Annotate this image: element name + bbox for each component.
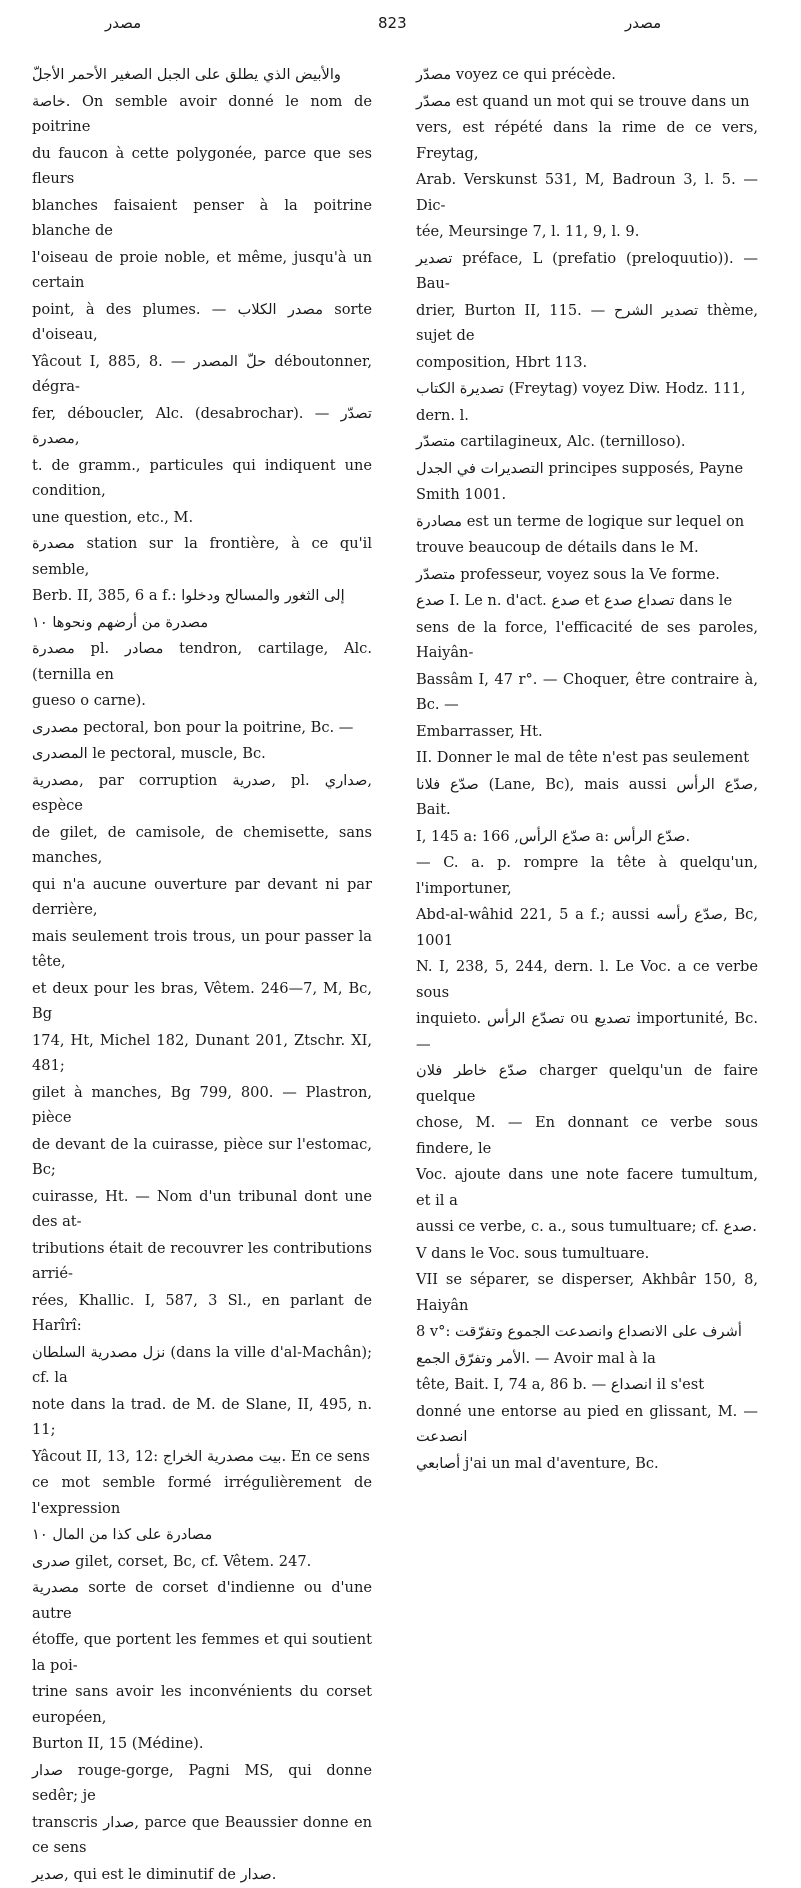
text-line: chose, M. — En donnant ce verbe sous findere, le (416, 1114, 758, 1157)
text-line: trine sans avoir les inconvénients du corset européen, (32, 1683, 372, 1726)
text-line: VII se séparer, se disperser, Akhbâr 150, 8, Haiyân (416, 1271, 758, 1314)
text-line: مصادرة est un terme de logique sur lequel on (416, 512, 745, 530)
text-line: مصدّر est quand un mot qui se trouve dans un (416, 92, 750, 110)
text-line: aussi ce verbe, c. a., sous tumultuare; cf. صدع. (416, 1218, 757, 1235)
text-line: mais seulement trois trous, un pour passer la tête, (32, 927, 372, 970)
text-line: مصدرة من أرضهم ونحوها ١٠ (32, 613, 209, 631)
text-line: تصدير préface, L (prefatio (preloquutio)). — Bau- (416, 249, 758, 292)
text-line: du faucon à cette polygonée, parce que ses fleurs (32, 144, 372, 187)
text-line: Abd-al-wâhid 221, 5 a f.; aussi صدّع رأسه, Bc, 1001 (416, 906, 758, 949)
text-line: صدع I. Le n. d'act. صدع et تصداع صدع dans le (416, 592, 733, 609)
text-line: صدير, qui est le diminutif de صدار. (32, 1865, 277, 1883)
text-line: fer, déboucler, Alc. (desabrochar). — تصدّر مصدرة, (32, 404, 372, 447)
text-line: مصدرى pectoral, bon pour la poitrine, Bc. — (32, 718, 354, 736)
text-line: أصابعي j'ai un mal d'aventure, Bc. (416, 1454, 659, 1472)
text-line: une question, etc., M. (32, 508, 194, 526)
text-line: متصدّر professeur, voyez sous la Ve forme. (416, 565, 720, 583)
right-column (416, 62, 758, 1477)
page-number: 823 (378, 14, 407, 32)
text-line: blanches faisaient penser à la poitrine blanche de (32, 196, 372, 239)
text-line: التصديرات في الجدل principes supposés, Payne (416, 459, 744, 477)
text-line: tête, Bait. I, 74 a, 86 b. — انصداع il s'est (416, 1376, 705, 1393)
text-line: Berb. II, 385, 6 a f.: إلى الثغور والمسالح ودخلوا (32, 587, 345, 604)
text-line: trouve beaucoup de détails dans le M. (416, 539, 699, 556)
header-right-word: مصدر (625, 14, 662, 32)
text-line: Bassâm I, 47 r°. — Choquer, être contraire à, Bc. — (416, 670, 758, 713)
text-line: Voc. ajoute dans une note facere tumultum, et il a (416, 1166, 758, 1209)
text-line: الأمر وتفرّق الجمع. — Avoir mal à la (416, 1349, 656, 1367)
text-line: نزل مصدرية السلطان (dans la ville d'al-Machân); cf. la (32, 1343, 372, 1386)
text-line: Yâcout I, 885, 8. — حلّ المصدر déboutonner, dégra- (32, 352, 372, 395)
running-header (0, 14, 801, 40)
text-line: sens de la force, l'efficacité de ses paroles, Haiyân- (416, 618, 758, 661)
text-line: N. I, 238, 5, 244, dern. l. Le Voc. a ce verbe sous (416, 958, 758, 1001)
text-line: مصدرة pl. مصادر tendron, cartilage, Alc. (ternilla en (32, 640, 372, 683)
text-line: gilet à manches, Bg 799, 800. — Plastron, pièce (32, 1083, 372, 1126)
text-line: II. Donner le mal de tête n'est pas seulement (416, 749, 750, 766)
text-line: drier, Burton II, 115. — تصدير الشرح thème, sujet de (416, 301, 758, 344)
text-line: tributions était de recouvrer les contributions arrié- (32, 1239, 372, 1282)
text-line: vers, est répété dans la rime de ce vers, Freytag, (416, 119, 758, 162)
text-line: note dans la trad. de M. de Slane, II, 495, n. 11; (32, 1395, 372, 1438)
text-line: de gilet, de camisole, de chemisette, sans manches, (32, 823, 372, 866)
text-line: inquieto. تصدّع الرأس ou تصديع importunité, Bc. — (416, 1010, 758, 1053)
left-column (32, 62, 372, 1888)
text-line: Burton II, 15 (Médine). (32, 1735, 204, 1752)
text-line: المصدرى le pectoral, muscle, Bc. (32, 745, 266, 762)
text-line: dern. l. (416, 406, 469, 424)
text-line: de devant de la cuirasse, pièce sur l'estomac, Bc; (32, 1135, 372, 1178)
text-line: مصدرة station sur la frontière, à ce qu'il semble, (32, 535, 372, 578)
text-line: point, à des plumes. — مصدر الكلاب sorte d'oiseau, (32, 300, 372, 343)
text-line: مصدرية sorte de corset d'indienne ou d'une autre (32, 1579, 372, 1622)
text-line: Embarrasser, Ht. (416, 722, 543, 740)
text-line: rées, Khallic. I, 587, 3 Sl., en parlant de Harîrî: (32, 1291, 372, 1334)
text-line: خاصة. On semble avoir donné le nom de poitrine (32, 92, 372, 135)
text-line: ce mot semble formé irrégulièrement de l'expression (32, 1474, 372, 1517)
text-line: l'oiseau de proie noble, et même, jusqu'à un certain (32, 248, 372, 291)
text-line: qui n'a aucune ouverture par devant ni par derrière, (32, 875, 372, 918)
text-line: مصادرة على كذا من المال ١٠ (32, 1526, 213, 1543)
text-line: مصدّر voyez ce qui précède. (416, 66, 616, 83)
text-line: صدرى gilet, corset, Bc, cf. Vêtem. 247. (32, 1552, 312, 1570)
text-line: متصدّر cartilagineux, Alc. (ternilloso). (416, 433, 686, 450)
text-line: 8 v°: أشرف على الانصداع وانصدعت الجموع وتفرّقت (416, 1323, 742, 1340)
text-line: gueso o carne). (32, 692, 146, 709)
text-line: صدار rouge-gorge, Pagni MS, qui donne sedêr; je (32, 1761, 372, 1804)
text-line: صدّع خاطر فلان charger quelqu'un de faire quelque (416, 1062, 759, 1105)
text-line: et deux pour les bras, Vêtem. 246—7, M, Bc, Bg (32, 979, 372, 1022)
text-line: étoffe, que portent les femmes et qui soutient la poi- (32, 1631, 372, 1674)
text-line: Arab. Verskunst 531, M, Badroun 3, l. 5. — Dic- (416, 171, 758, 214)
text-line: — C. a. p. rompre la tête à quelqu'un, l'importuner, (416, 854, 758, 897)
text-line: transcris صدار, parce que Beaussier donne en ce sens (32, 1813, 373, 1856)
text-line: tée, Meursinge 7, l. 11, 9, l. 9. (416, 223, 640, 240)
text-line: صدّع فلانا (Lane, Bc), mais aussi صدّع الرأس, Bait. (416, 775, 758, 818)
header-left-word: مصدر (105, 14, 142, 32)
text-line: t. de gramm., particules qui indiquent une condition, (32, 456, 372, 499)
text-line: تصديرة الكتاب (Freytag) voyez Diw. Hodz. 111, (416, 380, 746, 397)
text-line: مصدرية, par corruption صدرية, pl. صداري, espèce (32, 771, 372, 814)
text-line: والأبيض الذي يطلق على الجبل الصغير الأحمر الأجلّ (32, 66, 341, 83)
text-line: composition, Hbrt 113. (416, 353, 588, 371)
text-line: donné une entorse au pied en glissant, M. — انصدعت (416, 1402, 758, 1445)
text-line: Smith 1001. (416, 486, 507, 503)
text-line: I, 145 a: صدّع الرأس, 166 a: صدّع الرأس. (416, 827, 691, 845)
text-line: cuirasse, Ht. — Nom d'un tribunal dont une des at- (32, 1187, 372, 1230)
text-line: V dans le Voc. sous tumultuare. (416, 1244, 650, 1262)
text-line: 174, Ht, Michel 182, Dunant 201, Ztschr. XI, 481; (32, 1031, 372, 1074)
text-line: Yâcout II, 13, 12: بيت مصدرية الخراج. En ce sens (32, 1447, 370, 1465)
